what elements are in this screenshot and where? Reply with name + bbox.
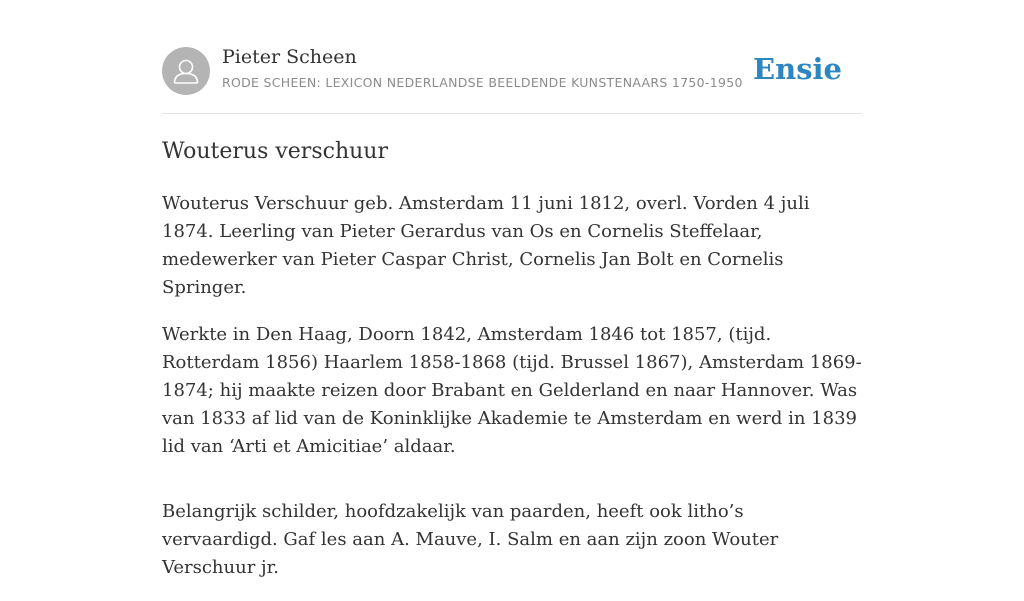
article-page: [162, 0, 862, 578]
author-avatar[interactable]: [162, 47, 210, 95]
article-paragraph: Werkte in Den Haag, Doorn 1842, Amsterdam 1846 tot 1857, (tijd. Rotterdam 1856) Haarlem 1858-1868 (tijd. Brussel 1867), Amsterdam 1869-1874; hij maakte reizen door Brabant en Gelderland en naar Hannover. Was van 1833 af lid van de Koninklijke Akademie te Amsterdam en werd in 1839 lid van ‘Arti et Amicitiae’ aldaar.: [162, 324, 862, 457]
author-name[interactable]: Pieter Scheen: [222, 46, 357, 68]
user-silhouette-icon: [162, 47, 210, 95]
source-title[interactable]: RODE SCHEEN: LEXICON NEDERLANDSE BEELDENDE KUNSTENAARS 1750-1950: [222, 75, 743, 90]
article-title: Wouterus verschuur: [162, 139, 388, 164]
article-body: [162, 190, 862, 601]
ensie-logo[interactable]: Ensie: [753, 52, 842, 86]
page-header: [162, 0, 862, 114]
article-paragraph: Belangrijk schilder, hoofdzakelijk van paarden, heeft ook litho’s vervaardigd. Gaf les aan A. Mauve, I. Salm en aan zijn zoon Wouter Verschuur jr.: [162, 501, 779, 578]
article-paragraph: Wouterus Verschuur geb. Amsterdam 11 juni 1812, overl. Vorden 4 juli 1874. Leerling van Pieter Gerardus van Os en Cornelis Steffelaar, medewerker van Pieter Caspar Christ, Cornelis Jan Bolt en Cornelis Springer.: [162, 193, 810, 298]
